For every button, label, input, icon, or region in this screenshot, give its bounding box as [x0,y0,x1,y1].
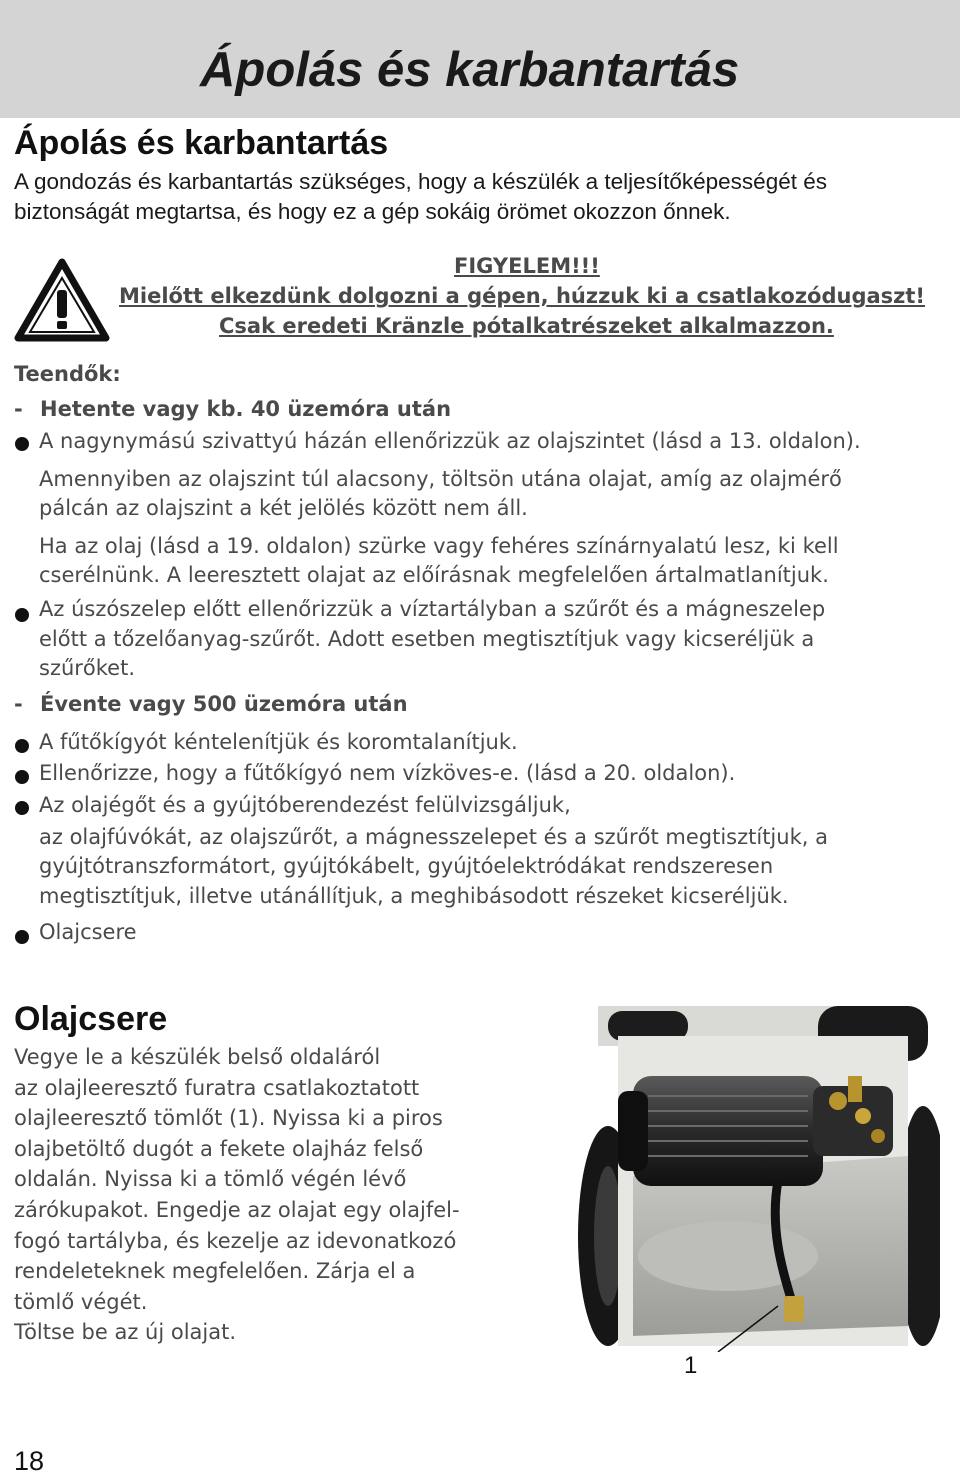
list-item-oil-level [39,427,861,591]
interval-dash: - [14,692,23,716]
page-number: 18 [14,1446,45,1476]
list-item-line: előtt a tőzelőanyag-szűrőt. Adott esetben megtisztítjuk vagy kicseréljük a [39,626,815,651]
bullet-dot [15,801,29,815]
bullet-dot [15,770,29,784]
list-item-line: Ellenőrizze, hogy a fűtőkígyó nem vízköves-e. (lásd a 20. oldalon). [39,761,736,785]
interval-weekly [14,397,451,421]
list-item-line: A nagynymású szivattyú házán ellenőrizzük az olajszintet (lásd a 13. oldalon). [39,429,861,453]
list-item-line: gyújtótranszformátort, gyújtókábelt, gyújtóelektródákat rendszeresen [39,854,774,878]
list-item-scale-check [39,759,735,789]
warning-line-unplug: Mielőtt elkezdünk dolgozni a gépen, húzzuk ki a csatlakozódugaszt! [119,284,925,308]
machine-photo-illustration [578,1006,940,1352]
interval-dash: - [14,397,23,421]
tasks-heading: Teendők: [14,362,121,386]
machine-photo [578,1006,940,1352]
warning-line-original-parts: Csak eredeti Kränzle pótalkatrészeket alkalmazzon. [219,314,834,338]
list-item-line: megtisztítjuk, illetve utánállítjuk, a meghibásodott részeket kicseréljük. [39,883,789,908]
list-item-line: Olajcsere [39,920,137,944]
intro-line: biztonságát megtartsa, és hogy ez a gép sokáig örömet okozzon őnnek. [14,199,731,224]
list-item-line: Az olajégőt és a gyújtóberendezést felülvizsgáljuk, [39,793,571,817]
interval-yearly-label: Évente vagy 500 üzemóra után [40,692,408,716]
interval-yearly [14,692,408,716]
list-item-burner [39,791,828,911]
bullet-dot [15,739,29,753]
list-item-heating-coil [39,728,518,758]
paragraph-line: rendeleteknek megfelelően. Zárja el a [14,1259,416,1284]
photo-callout-number: 1 [684,1352,698,1379]
list-item-line: az olajfúvókát, az olajszűrőt, a mágnesszelepet és a szűrőt megtisztítjuk, a [39,824,828,849]
warning-triangle-icon [14,258,110,342]
list-item-oil-change [39,918,137,948]
paragraph-line: zárókupakot. Engedje az olajat egy olajfel- [14,1197,460,1222]
page-header-title: Ápolás és karbantartás [200,43,740,97]
paragraph-line: Töltse be az új olajat. [14,1320,237,1345]
oil-change-title: Olajcsere [14,1000,168,1038]
warning-heading: FIGYELEM!!! [454,254,600,278]
list-item-filter-check [39,595,825,684]
section-title: Ápolás és karbantartás [14,124,389,162]
list-item-line: A fűtőkígyót kéntelenítjük és koromtalanítjuk. [39,730,518,754]
paragraph-line: olajleeresztő tömlőt (1). Nyissa ki a piros [14,1106,443,1131]
bullet-dot [15,608,29,622]
paragraph-line: fogó tartályba, és kezelje az idevonatkozó [14,1228,457,1253]
list-item-line: Amennyiben az olajszint túl alacsony, töltsön utána olajat, amíg az olajmérő [39,466,842,491]
bullet-dot [15,437,29,451]
list-item-line: Az úszószelep előtt ellenőrizzük a víztartályban a szűrőt és a mágneszelep [39,597,826,621]
bullet-dot [15,930,29,944]
list-item-line: Ha az olaj (lásd a 19. oldalon) szürke vagy fehéres színárnyalatú lesz, ki kell [39,533,839,558]
intro-paragraph [14,167,954,227]
intro-line: A gondozás és karbantartás szükséges, hogy a készülék a teljesítőképességét és [14,169,827,194]
paragraph-line: oldalán. Nyissa ki a tömlő végén lévő [14,1167,407,1192]
list-item-line: pálcán az olajszint a két jelölés között nem áll. [39,496,528,520]
paragraph-line: Vegye le a készülék belső oldaláról [14,1045,381,1069]
oil-change-paragraph [14,1042,504,1348]
paragraph-line: az olajleeresztő furatra csatlakoztatott [14,1075,420,1100]
paragraph-line: olajbetöltő dugót a fekete olajház felső [14,1136,424,1161]
interval-weekly-label: Hetente vagy kb. 40 üzemóra után [40,397,452,421]
paragraph-line: tömlő végét. [14,1289,148,1314]
list-item-line: szűrőket. [39,656,135,680]
list-item-line: cserélnünk. A leeresztett olajat az előírásnak megfelelően ártalmatlanítjuk. [39,563,829,587]
